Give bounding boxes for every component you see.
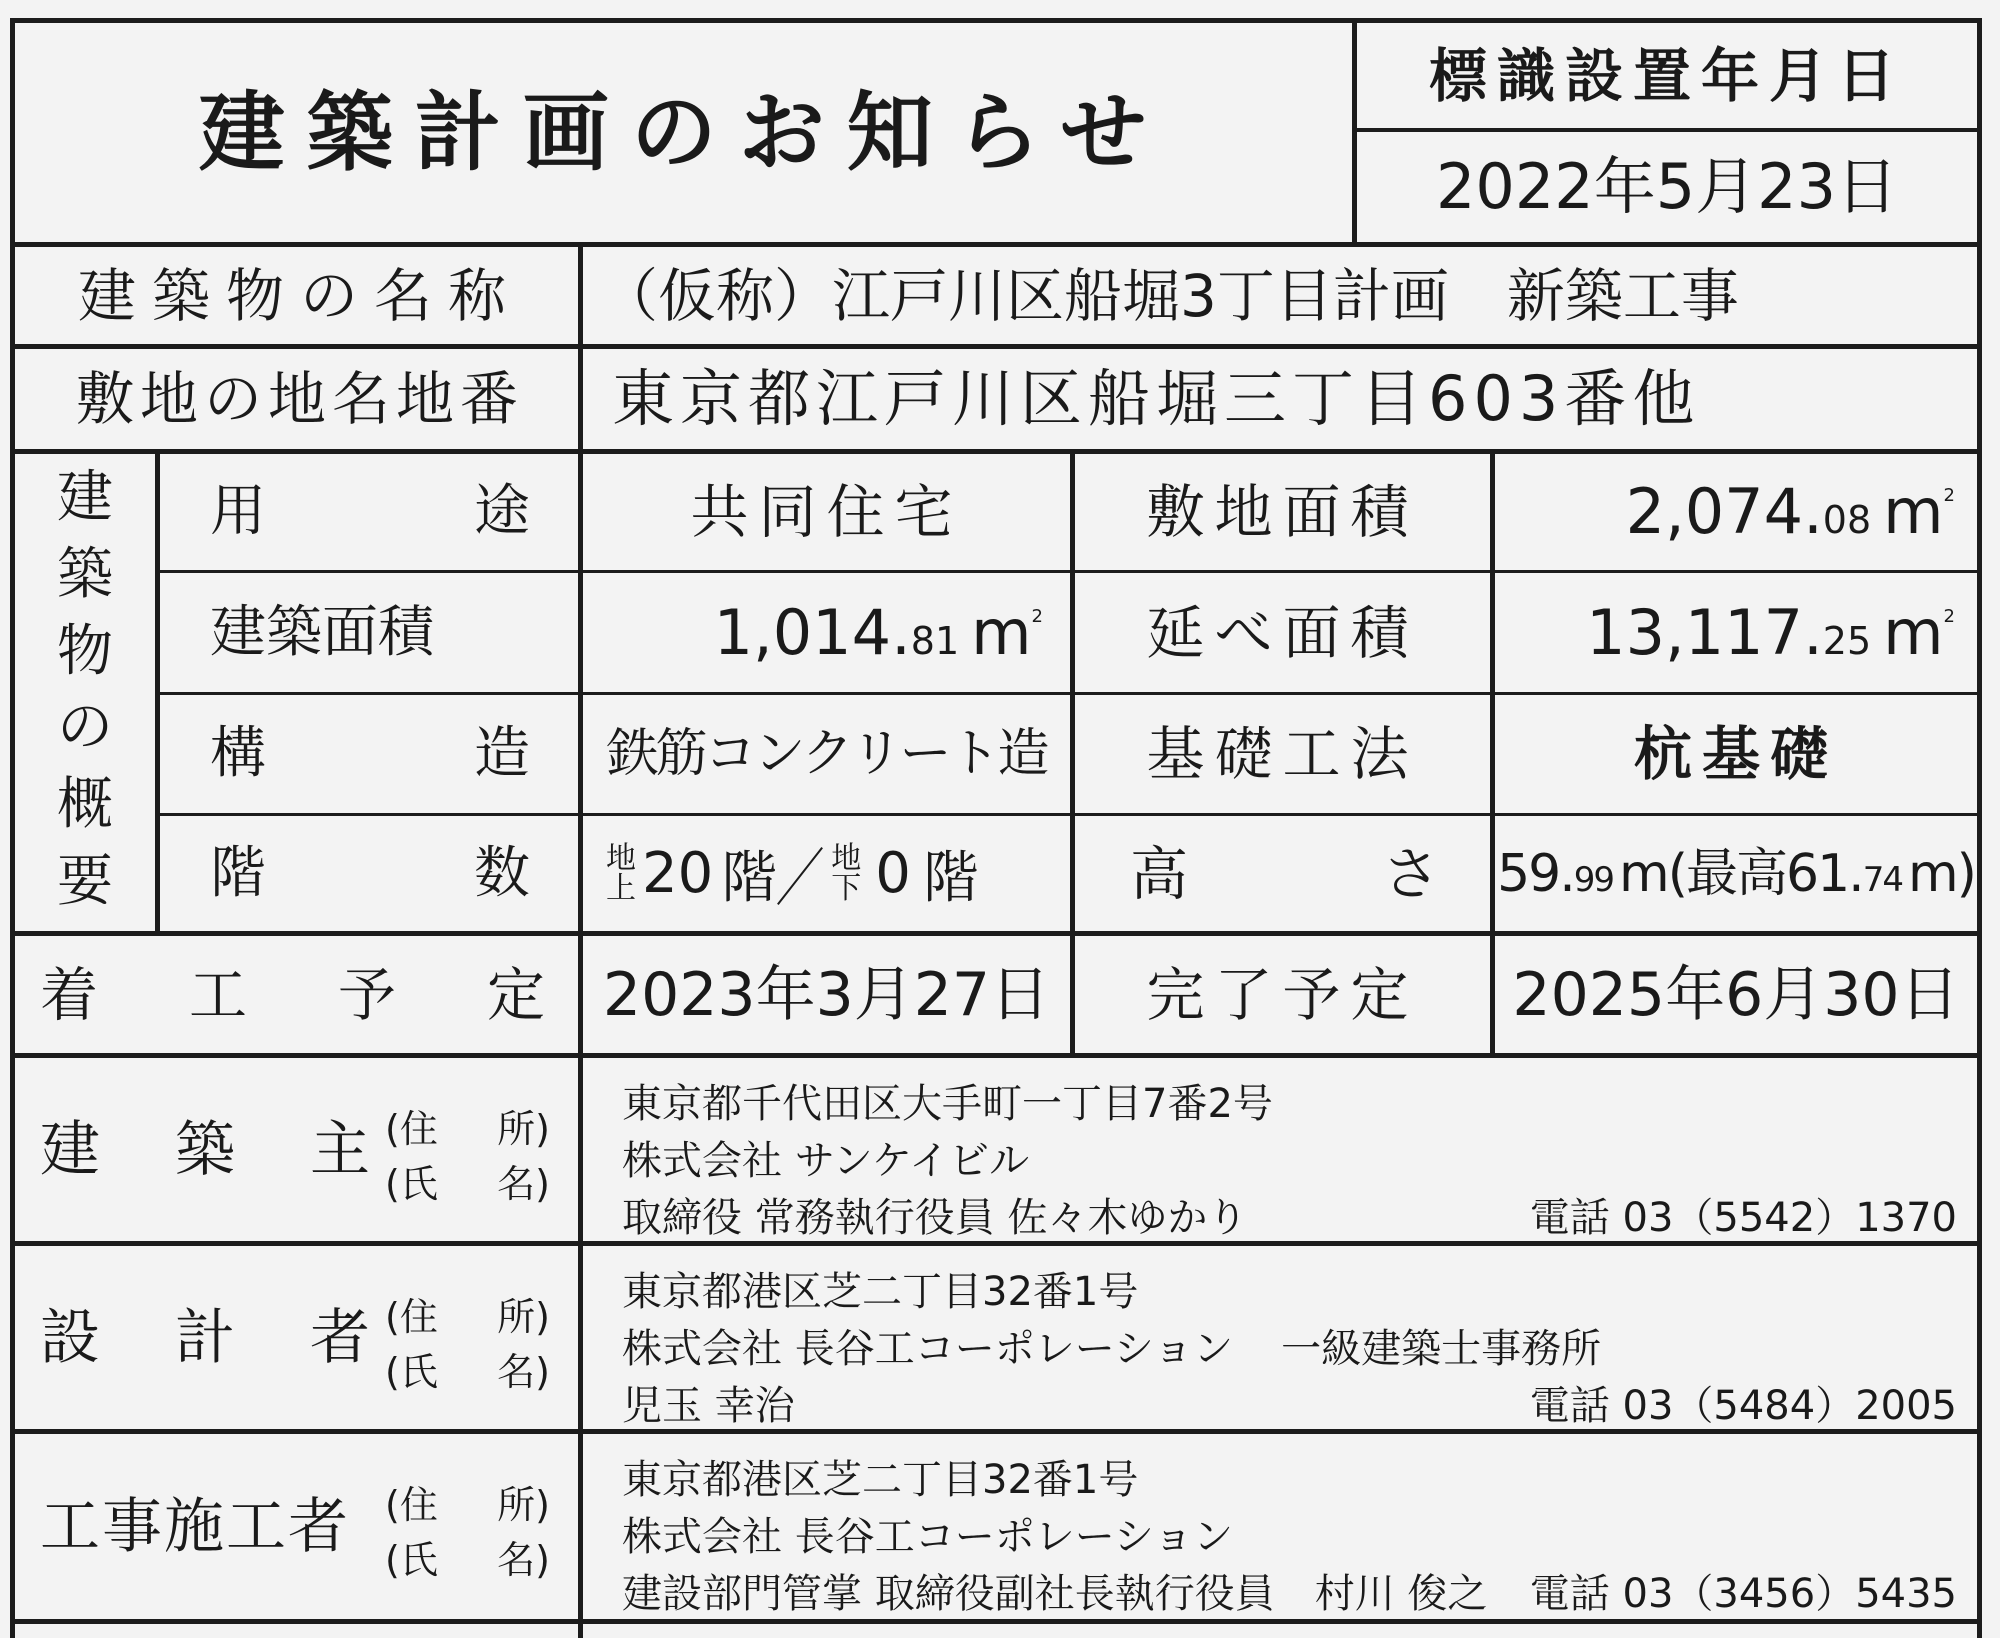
designer-office: 一級建築士事務所 (1281, 1326, 1602, 1372)
designer-label: 設 計 者 (40, 1302, 370, 1373)
building-area-label: 建築面積 (210, 599, 434, 665)
owner-info (622, 1072, 1957, 1241)
use-value: 共同住宅 (690, 478, 963, 546)
completion-value: 2025年6月30日 (1512, 959, 1960, 1030)
height-label: 高 さ (1130, 839, 1440, 908)
contractor-label: 工事施工者 (40, 1491, 350, 1562)
construction-start-label: 着 工 予 定 (40, 960, 545, 1029)
designer-phone: 電話 03（5484）2005 (1529, 1383, 1957, 1429)
floors-above-count: 20 (642, 841, 714, 906)
designer-address: 東京都港区芝二丁目32番1号 (622, 1269, 1139, 1315)
sign-date-label: 標識設置年月日 (1428, 41, 1905, 110)
owner-company: 株式会社 サンケイビル (622, 1138, 1030, 1184)
overview-label-char: 概 (57, 772, 113, 838)
building-name-value: （仮称）江戸川区船堀3丁目計画 新築工事 (600, 261, 1739, 330)
completion-label: 完了予定 (1146, 960, 1419, 1029)
height-value: 59. 99 m (最高61. 74 m) (1497, 843, 1975, 904)
floors-below-tag: 地 下 (831, 840, 862, 906)
designer-sub-labels: (住 所) (氏 名) (385, 1295, 550, 1394)
frame-right (1977, 18, 1982, 1638)
use-label: 用 途 (210, 479, 530, 544)
site-address-value: 東京都江戸川区船堀三丁目603番他 (612, 362, 1701, 435)
designer-info (622, 1260, 1957, 1429)
floors-above-tag: 地 上 (606, 840, 636, 906)
floors-above-unit: 階 (721, 845, 778, 911)
owner-address: 東京都千代田区大手町一丁目7番2号 (622, 1081, 1273, 1127)
building-name-label: 建築物の名称 (77, 261, 522, 330)
owner-phone: 電話 03（5542）1370 (1529, 1195, 1957, 1241)
building-area-value: 1,014. 81 m 2 (713, 595, 1043, 669)
total-floor-area-value: 13,117. 25 m 2 (1586, 595, 1955, 669)
owner-person: 取締役 常務執行役員 佐々木ゆかり (622, 1195, 1248, 1241)
contractor-person: 建設部門管掌 取締役副社長執行役員 村川 俊之 (622, 1571, 1488, 1617)
separator-slash (781, 844, 821, 904)
floors-below-unit: 階 (922, 845, 979, 911)
overview-label-char: の (57, 695, 113, 761)
structure-label: 構 造 (210, 721, 530, 786)
site-area-value: 2,074. 08 m 2 (1625, 475, 1955, 548)
site-address-label: 敷地の地名地番 (75, 365, 524, 433)
designer-company: 株式会社 長谷工コーポレーション (622, 1326, 1234, 1372)
designer-person: 児玉 幸治 (622, 1383, 795, 1429)
owner-sub-labels: (住 所) (氏 名) (385, 1107, 550, 1206)
overview-label (15, 465, 155, 914)
site-area-label: 敷地面積 (1146, 478, 1419, 546)
contractor-info (622, 1448, 1957, 1617)
notice-title: 建築計画のお知らせ (198, 82, 1169, 183)
overview-label-char: 要 (57, 848, 113, 914)
overview-label-char: 築 (57, 541, 113, 607)
contractor-phone: 電話 03（3456）5435 (1529, 1571, 1957, 1617)
owner-label: 建 築 主 (40, 1114, 370, 1185)
rule-8 (10, 1619, 1982, 1624)
structure-value: 鉄筋コンクリート造 (606, 724, 1047, 784)
overview-label-char: 物 (57, 618, 113, 684)
foundation-value: 杭基礎 (1633, 720, 1838, 788)
construction-start-value: 2023年3月27日 (602, 959, 1051, 1030)
total-floor-area-label: 延べ面積 (1146, 598, 1419, 667)
sign-date-value: 2022年5月23日 (1435, 150, 1899, 223)
vrule-overview (155, 449, 160, 936)
overview-label-char: 建 (57, 465, 113, 530)
contractor-address: 東京都港区芝二丁目32番1号 (622, 1457, 1139, 1503)
contractor-sub-labels: (住 所) (氏 名) (385, 1483, 550, 1582)
floors-value (600, 816, 1060, 931)
foundation-label: 基礎工法 (1146, 720, 1419, 788)
contractor-company: 株式会社 長谷工コーポレーション (622, 1514, 1234, 1560)
floors-below-count: 0 (875, 841, 911, 906)
floors-label: 階 数 (210, 840, 530, 906)
